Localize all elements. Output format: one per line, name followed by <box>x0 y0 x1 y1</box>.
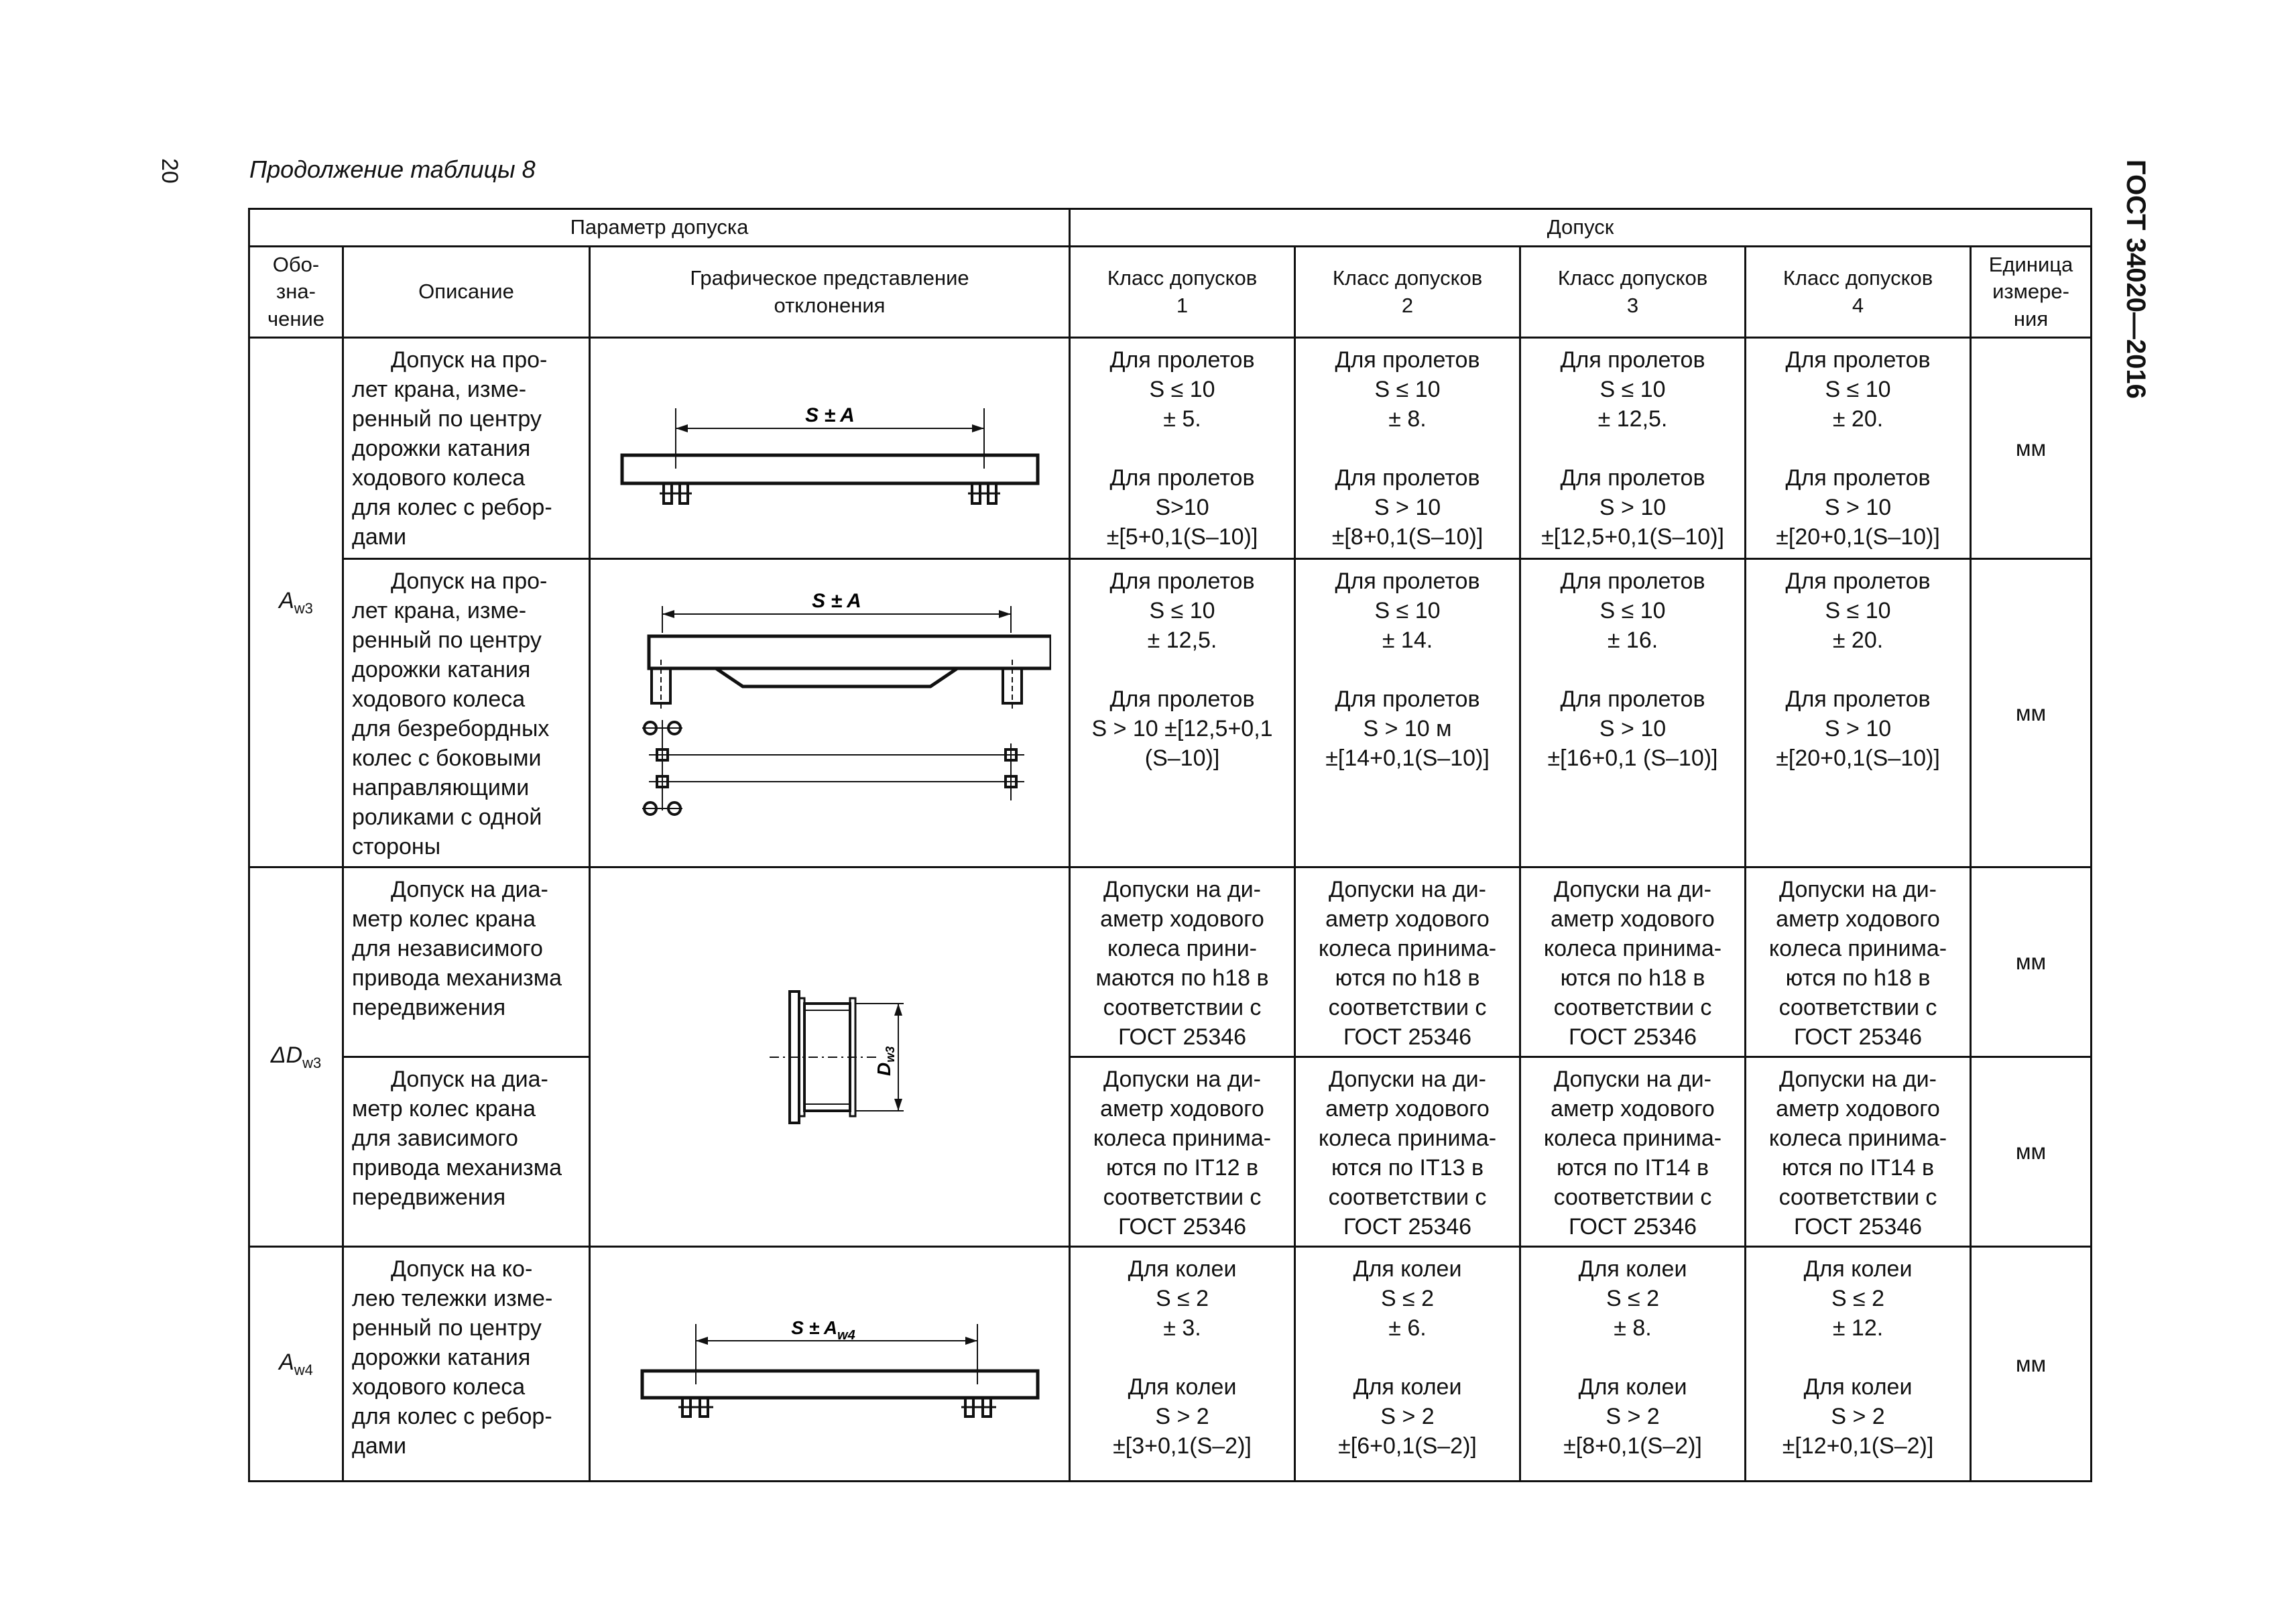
description-line: ренный по центру <box>352 1315 542 1341</box>
description-line: дорожки катания <box>352 657 531 682</box>
header-class-3: Класс допусков 3 <box>1520 247 1746 338</box>
class-line: ются по h18 в <box>1785 965 1931 991</box>
class-line: Для пролетов <box>1560 465 1705 491</box>
span-label: S ± A <box>811 589 861 612</box>
description-line: для зависимого <box>352 1126 518 1151</box>
class-line: ± 8. <box>1388 406 1427 432</box>
class-line: Для пролетов <box>1109 465 1255 491</box>
class-line: Допуски на ди- <box>1103 877 1261 902</box>
unit-cell: мм <box>1971 867 2092 1057</box>
table-row <box>249 559 2092 867</box>
class-line: Допуски на ди- <box>1554 1067 1711 1092</box>
class-line: Для пролетов <box>1560 686 1705 712</box>
class-line: S > 10 <box>1599 495 1667 520</box>
header-tolerance-group: Допуск <box>1070 209 2092 247</box>
class-line: соответствии с <box>1328 1185 1487 1210</box>
class-line: S ≤ 10 <box>1599 377 1666 402</box>
class-line: Для колеи <box>1128 1256 1237 1282</box>
class-line: Для колеи <box>1803 1256 1913 1282</box>
class-line: ГОСТ 25346 <box>1793 1024 1923 1050</box>
class-line: аметр ходового <box>1100 906 1264 932</box>
description-line: ходового колеса <box>352 686 526 712</box>
class-line: ± 20. <box>1832 406 1884 432</box>
class-line: колеса принима- <box>1768 1126 1947 1151</box>
description-line: для колес с ребор- <box>352 1404 552 1429</box>
class-line: S > 2 <box>1155 1404 1209 1429</box>
class-line: S ≤ 2 <box>1380 1286 1435 1311</box>
class-line: Допуски на ди- <box>1779 877 1937 902</box>
class-line: ± 20. <box>1832 627 1884 653</box>
class-line: Для пролетов <box>1335 347 1480 373</box>
class-line: Для колеи <box>1803 1374 1913 1400</box>
class-line: S ≤ 10 <box>1825 377 1891 402</box>
class-line: Для пролетов <box>1785 347 1931 373</box>
description-line: ренный по центру <box>352 627 542 653</box>
class-line: аметр ходового <box>1551 906 1715 932</box>
class-line: соответствии с <box>1103 995 1262 1020</box>
description-line: дами <box>352 1433 407 1459</box>
description-line: привода механизма <box>352 965 562 991</box>
description-cell <box>343 338 590 559</box>
class-line: Для колеи <box>1578 1256 1687 1282</box>
description-line: дорожки катания <box>352 436 531 461</box>
class-line: ГОСТ 25346 <box>1117 1214 1247 1240</box>
description-cell <box>343 867 590 1057</box>
class-line: Допуски на ди- <box>1779 1067 1937 1092</box>
class-line: S > 10 <box>1599 716 1667 741</box>
class-line: ± 5. <box>1163 406 1201 432</box>
description-cell <box>343 1247 590 1482</box>
unit-cell: мм <box>1971 1057 2092 1247</box>
class-line: Для пролетов <box>1785 686 1931 712</box>
description-line: для независимого <box>352 936 543 961</box>
diameter-label: $D_{w3}$ <box>873 1046 897 1076</box>
description-line: привода механизма <box>352 1155 562 1181</box>
description-line: Допуск на ко- <box>391 1256 533 1282</box>
class-line: ± 6. <box>1388 1315 1427 1341</box>
class-line: колеса принима- <box>1318 1126 1497 1151</box>
class-2-cell <box>1295 559 1520 867</box>
class-line: ±[12,5+0,1(S–10)] <box>1541 524 1724 550</box>
description-line: дорожки катания <box>352 1345 531 1370</box>
description-cell <box>343 559 590 867</box>
class-3-cell <box>1520 1247 1746 1482</box>
class-line: ГОСТ 25346 <box>1117 1024 1247 1050</box>
description-cell <box>343 1057 590 1247</box>
class-line: колеса принима- <box>1543 936 1722 961</box>
class-line: ются по IT14 в <box>1781 1155 1935 1181</box>
class-line: S > 2 <box>1831 1404 1885 1429</box>
class-line: ются по IT13 в <box>1331 1155 1484 1181</box>
class-3-cell <box>1520 1057 1746 1247</box>
figure-span-guide-rollers <box>590 559 1070 867</box>
description-line: метр колес крана <box>352 906 536 932</box>
class-line: S ≤ 10 <box>1599 598 1666 623</box>
class-line: ±[16+0,1 (S–10)] <box>1547 745 1718 771</box>
table-row <box>249 1247 2092 1482</box>
class-line: Для пролетов <box>1109 568 1255 594</box>
unit-cell: мм <box>1971 559 2092 867</box>
class-line: аметр ходового <box>1551 1096 1715 1122</box>
description-line: направляющими <box>352 775 530 800</box>
class-line: Для пролетов <box>1785 465 1931 491</box>
class-line: соответствии с <box>1328 995 1487 1020</box>
description-line: Допуск на диа- <box>391 1067 548 1092</box>
class-line: Для пролетов <box>1335 686 1480 712</box>
table-row <box>249 867 2092 1057</box>
class-line: Допуски на ди- <box>1329 1067 1486 1092</box>
class-2-cell <box>1295 338 1520 559</box>
class-line: S > 10 <box>1824 716 1892 741</box>
class-line: Для пролетов <box>1560 568 1705 594</box>
header-param-group: Параметр допуска <box>249 209 1070 247</box>
class-line: ±[20+0,1(S–10)] <box>1776 524 1940 550</box>
class-line: аметр ходового <box>1325 906 1490 932</box>
class-line: ± 3. <box>1163 1315 1201 1341</box>
class-line: ± 8. <box>1614 1315 1652 1341</box>
description-line: ходового колеса <box>352 1374 526 1400</box>
class-line: колеса принима- <box>1093 1126 1272 1151</box>
table-row <box>249 1057 2092 1247</box>
class-line: аметр ходового <box>1100 1096 1264 1122</box>
header-class-1: Класс допусков 1 <box>1070 247 1295 338</box>
tolerance-table <box>248 208 2092 1482</box>
class-line: S ≤ 10 <box>1149 598 1215 623</box>
class-line: ± 14. <box>1382 627 1433 653</box>
class-line: ГОСТ 25346 <box>1343 1214 1472 1240</box>
unit-cell: мм <box>1971 338 2092 559</box>
class-line: ±[3+0,1(S–2)] <box>1113 1433 1252 1459</box>
class-2-cell <box>1295 1247 1520 1482</box>
symbol-dw3: $\Delta D_{w3}$ <box>249 867 343 1247</box>
class-line: Для пролетов <box>1109 347 1255 373</box>
class-line: соответствии с <box>1553 1185 1712 1210</box>
class-line: ± 12,5. <box>1147 627 1217 653</box>
symbol-aw3: $A_{w3}$ <box>249 338 343 867</box>
description-line: ренный по центру <box>352 406 542 432</box>
class-4-cell <box>1746 867 1971 1057</box>
figure-span-flanged <box>590 338 1070 559</box>
class-line: Допуски на ди- <box>1329 877 1486 902</box>
gauge-label: $S \pm A_{w4}$ <box>790 1317 855 1343</box>
class-line: Для колеи <box>1353 1374 1462 1400</box>
description-line: Допуск на про- <box>391 347 548 373</box>
class-line: S > 2 <box>1380 1404 1435 1429</box>
class-line: соответствии с <box>1103 1185 1262 1210</box>
class-1-cell <box>1070 867 1295 1057</box>
description-line: передвижения <box>352 995 506 1020</box>
class-1-cell <box>1070 559 1295 867</box>
class-line: ±[8+0,1(S–10)] <box>1331 524 1484 550</box>
class-line: Допуски на ди- <box>1103 1067 1261 1092</box>
description-line: лею тележки изме- <box>352 1286 553 1311</box>
figure-wheel-diameter <box>590 867 1070 1247</box>
header-graphic: Графическое представление отклонения <box>590 247 1070 338</box>
span-label: S ± A <box>804 404 855 426</box>
header-class-4: Класс допусков 4 <box>1746 247 1971 338</box>
class-2-cell <box>1295 1057 1520 1247</box>
class-line: Для пролетов <box>1335 568 1480 594</box>
class-line: ГОСТ 25346 <box>1568 1214 1697 1240</box>
class-line: ±[14+0,1(S–10)] <box>1325 745 1490 771</box>
header-symbol: Обо- зна- чение <box>249 247 343 338</box>
class-line: S > 10 <box>1374 495 1441 520</box>
document-code: ГОСТ 34020—2016 <box>2121 160 2151 399</box>
class-line: S ≤ 2 <box>1831 1286 1885 1311</box>
class-line: S > 10 <box>1824 495 1892 520</box>
class-4-cell <box>1746 338 1971 559</box>
class-line: Для колеи <box>1353 1256 1462 1282</box>
description-line: передвижения <box>352 1185 506 1210</box>
description-line: для безребордных <box>352 716 550 741</box>
class-line: соответствии с <box>1778 1185 1937 1210</box>
description-line: ходового колеса <box>352 465 526 491</box>
description-line: лет крана, изме- <box>352 377 527 402</box>
table-caption: Продолжение таблицы 8 <box>249 156 536 183</box>
class-line: аметр ходового <box>1776 906 1940 932</box>
description-line: роликами с одной <box>352 804 542 830</box>
class-line: S ≤ 2 <box>1606 1286 1660 1311</box>
class-line: ГОСТ 25346 <box>1343 1024 1472 1050</box>
class-1-cell <box>1070 338 1295 559</box>
class-4-cell <box>1746 559 1971 867</box>
description-line: дами <box>352 524 407 550</box>
class-2-cell <box>1295 867 1520 1057</box>
class-line: аметр ходового <box>1776 1096 1940 1122</box>
class-line: (S–10)] <box>1144 745 1220 771</box>
class-line: S ≤ 10 <box>1374 377 1441 402</box>
class-line: ±[8+0,1(S–2)] <box>1563 1433 1702 1459</box>
table-row <box>249 338 2092 559</box>
header-unit: Единица измере- ния <box>1971 247 2092 338</box>
class-line: маются по h18 в <box>1095 965 1269 991</box>
class-4-cell <box>1746 1247 1971 1482</box>
description-line: Допуск на про- <box>391 568 548 594</box>
description-line: колес с боковыми <box>352 745 542 771</box>
class-3-cell <box>1520 867 1746 1057</box>
class-3-cell <box>1520 559 1746 867</box>
unit-cell: мм <box>1971 1247 2092 1482</box>
class-line: S > 2 <box>1606 1404 1660 1429</box>
class-line: S ≤ 10 <box>1374 598 1441 623</box>
class-line: ±[12+0,1(S–2)] <box>1782 1433 1934 1459</box>
class-line: ются по h18 в <box>1335 965 1480 991</box>
class-line: ГОСТ 25346 <box>1568 1024 1697 1050</box>
page-number: 20 <box>157 158 182 184</box>
class-3-cell <box>1520 338 1746 559</box>
class-line: ± 16. <box>1607 627 1658 653</box>
class-line: ются по IT14 в <box>1556 1155 1709 1181</box>
class-line: S ≤ 10 <box>1149 377 1215 402</box>
class-line: Допуски на ди- <box>1554 877 1711 902</box>
description-line: Допуск на диа- <box>391 877 548 902</box>
class-line: S>10 <box>1155 495 1209 520</box>
class-line: ются по h18 в <box>1560 965 1705 991</box>
class-line: Для колеи <box>1578 1374 1687 1400</box>
class-line: Для пролетов <box>1109 686 1255 712</box>
class-1-cell <box>1070 1057 1295 1247</box>
class-line: аметр ходового <box>1325 1096 1490 1122</box>
header-description: Описание <box>343 247 590 338</box>
class-line: Для колеи <box>1128 1374 1237 1400</box>
class-line: соответствии с <box>1778 995 1937 1020</box>
figure-track-gauge <box>590 1247 1070 1482</box>
class-line: ±[20+0,1(S–10)] <box>1776 745 1940 771</box>
class-line: ГОСТ 25346 <box>1793 1214 1923 1240</box>
description-line: метр колес крана <box>352 1096 536 1122</box>
class-line: Для пролетов <box>1560 347 1705 373</box>
description-line: лет крана, изме- <box>352 598 527 623</box>
class-line: колеса принима- <box>1543 1126 1722 1151</box>
class-4-cell <box>1746 1057 1971 1247</box>
symbol-aw4: $A_{w4}$ <box>249 1247 343 1482</box>
class-line: ±[6+0,1(S–2)] <box>1338 1433 1477 1459</box>
description-line: стороны <box>352 834 441 859</box>
class-line: S ≤ 10 <box>1825 598 1891 623</box>
class-line: Для пролетов <box>1785 568 1931 594</box>
class-line: ± 12. <box>1832 1315 1884 1341</box>
class-line: соответствии с <box>1553 995 1712 1020</box>
class-1-cell <box>1070 1247 1295 1482</box>
class-line: колеса принима- <box>1318 936 1497 961</box>
header-class-2: Класс допусков 2 <box>1295 247 1520 338</box>
class-line: S ≤ 2 <box>1155 1286 1209 1311</box>
class-line: колеса прини- <box>1107 936 1257 961</box>
class-line: S > 10 м <box>1363 716 1452 741</box>
class-line: ются по IT12 в <box>1105 1155 1259 1181</box>
description-line: для колес с ребор- <box>352 495 552 520</box>
class-line: ± 12,5. <box>1597 406 1668 432</box>
class-line: S > 10 ±[12,5+0,1 <box>1091 716 1273 741</box>
class-line: колеса принима- <box>1768 936 1947 961</box>
class-line: ±[5+0,1(S–10)] <box>1106 524 1258 550</box>
class-line: Для пролетов <box>1335 465 1480 491</box>
